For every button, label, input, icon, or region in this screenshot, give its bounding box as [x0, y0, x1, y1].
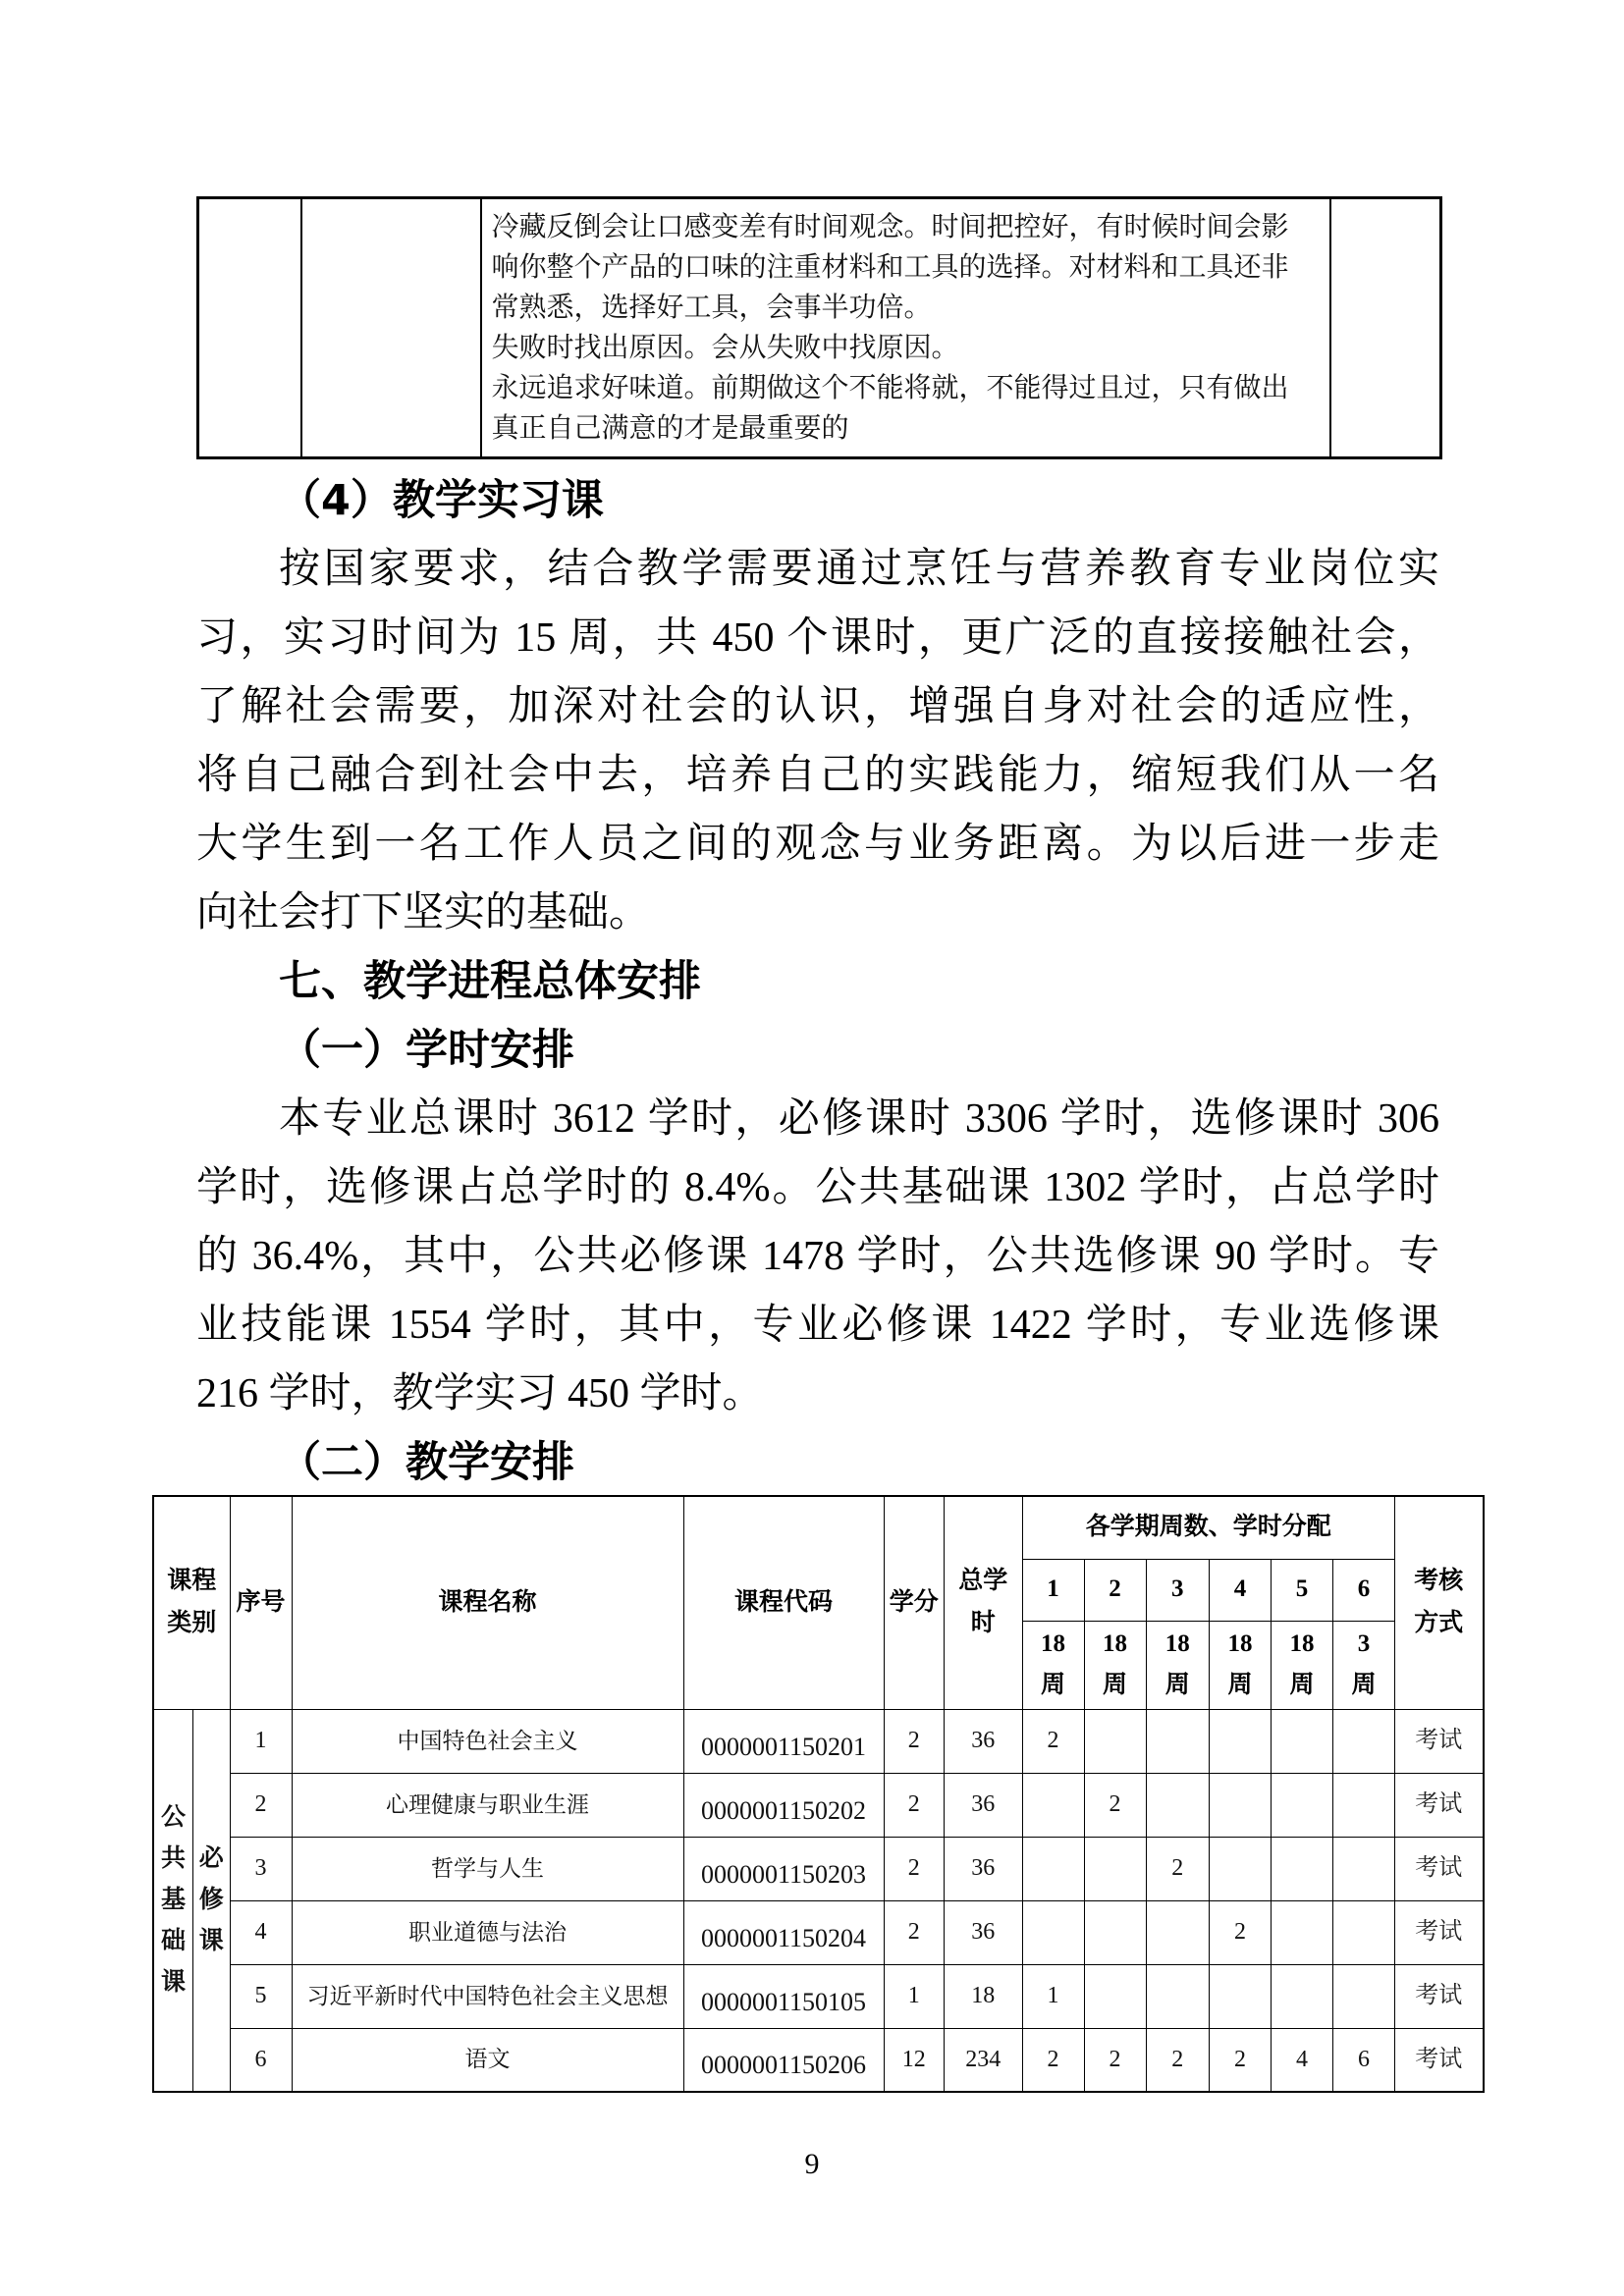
- credits-cell: 2: [884, 1900, 945, 1964]
- section-heading: （4）教学实习课: [279, 476, 604, 525]
- semester-6-cell: [1333, 1837, 1395, 1900]
- schedule-table-body: [153, 1709, 1484, 2092]
- header-weeks-6: [1333, 1621, 1395, 1709]
- header-category: [153, 1496, 230, 1709]
- course-name-cell: 心理健康与职业生涯: [292, 1773, 683, 1837]
- header-credits: 学分: [884, 1496, 945, 1709]
- header-semester-group: 各学期周数、学时分配: [1022, 1496, 1395, 1559]
- semester-3-cell: [1146, 1773, 1210, 1837]
- table-row: [153, 2028, 1484, 2092]
- subsection-heading: （一）学时安排: [279, 1026, 574, 1075]
- header-weeks-4: [1210, 1621, 1272, 1709]
- course-code-cell: 0000001150204: [683, 1900, 884, 1964]
- header-semester-5: 5: [1272, 1559, 1333, 1621]
- semester-2-cell: [1084, 1900, 1146, 1964]
- assessment-cell: 考试: [1395, 1837, 1484, 1900]
- header-assessment-label: 考核方式: [1414, 1568, 1464, 1636]
- table-row: [153, 1709, 1484, 1773]
- header-course-name: 课程名称: [292, 1496, 683, 1709]
- header-semester-2: 2: [1084, 1559, 1146, 1621]
- semester-6-cell: 6: [1333, 2028, 1395, 2092]
- table-row: [153, 1773, 1484, 1837]
- paragraph-line: 大学生到一名工作人员之间的观念与业务距离。为以后进一步走: [196, 822, 1439, 867]
- paragraph-line: 本专业总课时 3612 学时，必修课时 3306 学时，选修课时 306: [279, 1096, 1439, 1142]
- paragraph-line: 了解社会需要，加深对社会的认识，增强自身对社会的适应性，: [196, 684, 1439, 729]
- semester-5-cell: [1272, 1837, 1333, 1900]
- schedule-table: [152, 1495, 1485, 2093]
- semester-1-cell: [1022, 1837, 1084, 1900]
- paragraph-line: 将自己融合到社会中去，培养自己的实践能力，缩短我们从一名: [196, 753, 1439, 798]
- course-code-cell: 0000001150203: [683, 1837, 884, 1900]
- credits-cell: 2: [884, 1773, 945, 1837]
- paragraph-line: 向社会打下坚实的基础。: [196, 890, 651, 935]
- assessment-cell: 考试: [1395, 1773, 1484, 1837]
- semester-2-cell: [1084, 1709, 1146, 1773]
- semester-3-cell: [1146, 1964, 1210, 2028]
- semester-2-cell: [1084, 1964, 1146, 2028]
- continued-table: [196, 196, 1442, 459]
- semester-1-cell: [1022, 1900, 1084, 1964]
- weeks-label: 18周: [1102, 1629, 1127, 1698]
- credits-cell: 2: [884, 1837, 945, 1900]
- header-semester-1: 1: [1022, 1559, 1084, 1621]
- total-hours-cell: 36: [945, 1837, 1023, 1900]
- header-course-code: 课程代码: [683, 1496, 884, 1709]
- assessment-cell: 考试: [1395, 2028, 1484, 2092]
- header-category-label: 课程类别: [167, 1568, 217, 1636]
- semester-5-cell: [1272, 1900, 1333, 1964]
- header-weeks-2: [1084, 1621, 1146, 1709]
- subsection-heading: （二）教学安排: [279, 1438, 574, 1487]
- course-code-cell: 0000001150202: [683, 1773, 884, 1837]
- empty-cell: [1330, 198, 1441, 458]
- course-name-cell: 语文: [292, 2028, 683, 2092]
- semester-6-cell: [1333, 1773, 1395, 1837]
- total-hours-cell: 36: [945, 1900, 1023, 1964]
- subcategory-cell: [193, 1709, 231, 2092]
- paragraph-line: 习，实习时间为 15 周，共 450 个课时，更广泛的直接接触社会，: [196, 615, 1439, 661]
- description-line: 永远追求好味道。前期做这个不能将就，不能得过且过，只有做出: [491, 373, 1289, 403]
- header-weeks-5: [1272, 1621, 1333, 1709]
- index-cell: 3: [230, 1837, 292, 1900]
- semester-5-cell: [1272, 1964, 1333, 2028]
- category-label: 公共基础课: [161, 1803, 187, 1996]
- semester-5-cell: [1272, 1773, 1333, 1837]
- semester-1-cell: 2: [1022, 1709, 1084, 1773]
- header-assessment: [1395, 1496, 1484, 1709]
- semester-6-cell: [1333, 1964, 1395, 2028]
- credits-cell: 12: [884, 2028, 945, 2092]
- total-hours-cell: 36: [945, 1709, 1023, 1773]
- body-text: [196, 466, 1439, 1497]
- description-line: 常熟悉，选择好工具，会事半功倍。: [491, 293, 932, 323]
- course-code-cell: 0000001150206: [683, 2028, 884, 2092]
- weeks-label: 18周: [1164, 1629, 1190, 1698]
- weeks-label: 18周: [1040, 1629, 1065, 1698]
- paragraph-line: 216 学时，教学实习 450 学时。: [196, 1371, 764, 1416]
- semester-6-cell: [1333, 1709, 1395, 1773]
- assessment-cell: 考试: [1395, 1964, 1484, 2028]
- total-hours-cell: 36: [945, 1773, 1023, 1837]
- header-semester-6: 6: [1333, 1559, 1395, 1621]
- paragraph-line: 的 36.4%，其中，公共必修课 1478 学时，公共选修课 90 学时。专: [196, 1234, 1439, 1279]
- description-line: 响你整个产品的口味的注重材料和工具的选择。对材料和工具还非: [491, 252, 1289, 283]
- semester-3-cell: [1146, 1900, 1210, 1964]
- header-total-hours-label: 总学时: [958, 1568, 1008, 1636]
- empty-cell: [301, 198, 481, 458]
- semester-3-cell: 2: [1146, 1837, 1210, 1900]
- index-cell: 4: [230, 1900, 292, 1964]
- weeks-label: 18周: [1227, 1629, 1253, 1698]
- description-line: 真正自己满意的才是最重要的: [491, 413, 849, 444]
- course-name-cell: 职业道德与法治: [292, 1900, 683, 1964]
- semester-1-cell: 2: [1022, 2028, 1084, 2092]
- header-semester-4: 4: [1210, 1559, 1272, 1621]
- table-row: [198, 198, 1441, 458]
- weeks-label: 18周: [1289, 1629, 1315, 1698]
- total-hours-cell: 18: [945, 1964, 1023, 2028]
- semester-2-cell: 2: [1084, 2028, 1146, 2092]
- page-number: 9: [804, 2148, 820, 2180]
- total-hours-cell: 234: [945, 2028, 1023, 2092]
- semester-6-cell: [1333, 1900, 1395, 1964]
- index-cell: 6: [230, 2028, 292, 2092]
- header-row: [153, 1496, 1484, 1559]
- credits-cell: 1: [884, 1964, 945, 2028]
- course-name-cell: 习近平新时代中国特色社会主义思想: [292, 1964, 683, 2028]
- index-cell: 1: [230, 1709, 292, 1773]
- paragraph-line: 按国家要求，结合教学需要通过烹饪与营养教育专业岗位实: [279, 547, 1439, 592]
- description-line: 失败时找出原因。会从失败中找原因。: [491, 333, 959, 363]
- header-index: 序号: [230, 1496, 292, 1709]
- semester-4-cell: [1210, 1773, 1272, 1837]
- chapter-heading: 七、教学进程总体安排: [279, 957, 701, 1006]
- semester-4-cell: [1210, 1709, 1272, 1773]
- semester-3-cell: [1146, 1709, 1210, 1773]
- weeks-label: 3周: [1351, 1629, 1377, 1698]
- semester-5-cell: [1272, 1709, 1333, 1773]
- assessment-cell: 考试: [1395, 1709, 1484, 1773]
- credits-cell: 2: [884, 1709, 945, 1773]
- paragraph-line: 业技能课 1554 学时，其中，专业必修课 1422 学时，专业选修课: [196, 1303, 1439, 1348]
- semester-4-cell: 2: [1210, 1900, 1272, 1964]
- index-cell: 5: [230, 1964, 292, 2028]
- table-row: [153, 1900, 1484, 1964]
- semester-1-cell: [1022, 1773, 1084, 1837]
- header-semester-3: 3: [1146, 1559, 1210, 1621]
- description-cell: [481, 198, 1330, 458]
- header-weeks-1: [1022, 1621, 1084, 1709]
- course-name-cell: 哲学与人生: [292, 1837, 683, 1900]
- semester-4-cell: 2: [1210, 2028, 1272, 2092]
- table-row: [153, 1964, 1484, 2028]
- description-line: 冷藏反倒会让口感变差有时间观念。时间把控好，有时候时间会影: [491, 212, 1289, 242]
- assessment-cell: 考试: [1395, 1900, 1484, 1964]
- semester-4-cell: [1210, 1837, 1272, 1900]
- semester-3-cell: 2: [1146, 2028, 1210, 2092]
- header-weeks-3: [1146, 1621, 1210, 1709]
- category-cell: [153, 1709, 193, 2092]
- semester-4-cell: [1210, 1964, 1272, 2028]
- course-code-cell: 0000001150201: [683, 1709, 884, 1773]
- semester-5-cell: 4: [1272, 2028, 1333, 2092]
- semester-2-cell: 2: [1084, 1773, 1146, 1837]
- course-name-cell: 中国特色社会主义: [292, 1709, 683, 1773]
- header-total-hours: [945, 1496, 1023, 1709]
- semester-2-cell: [1084, 1837, 1146, 1900]
- empty-cell: [198, 198, 301, 458]
- semester-1-cell: 1: [1022, 1964, 1084, 2028]
- paragraph-line: 学时，选修课占总学时的 8.4%。公共基础课 1302 学时，占总学时: [196, 1165, 1439, 1210]
- index-cell: 2: [230, 1773, 292, 1837]
- course-code-cell: 0000001150105: [683, 1964, 884, 2028]
- table-row: [153, 1837, 1484, 1900]
- subcategory-label: 必修课: [198, 1844, 224, 1954]
